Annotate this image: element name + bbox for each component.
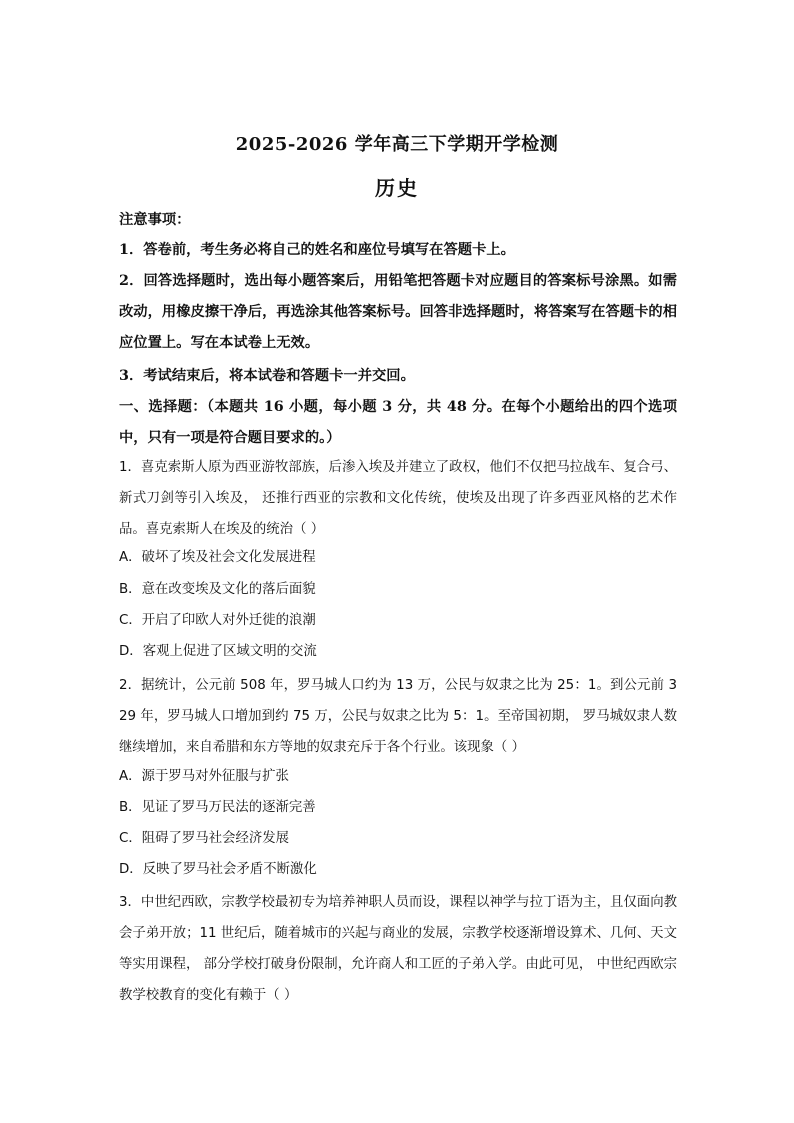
question-3-stem: 3．中世纪西欧，宗教学校最初专为培养神职人员而设，课程以神学与拉丁语为主，且仅面向教会子弟开放；11 世纪后，随着城市的兴起与商业的发展，宗教学校逐渐增设算术、几何、天文等实用课程， 部分学校打破身份限制，允许商人和工匠的子弟入学。由此可见， 中世纪西欧宗教学校教育的变化有赖于（ ） <box>119 895 677 1003</box>
subject-title: 历史 <box>375 176 419 200</box>
question-1-option-d: D．客观上促进了区域文明的交流 <box>119 644 317 659</box>
question-1-option-a: A．破坏了埃及社会文化发展进程 <box>119 550 316 565</box>
question-1-option-b: B．意在改变埃及文化的落后面貌 <box>119 582 316 597</box>
question-1-option-c: C．开启了印欧人对外迁徙的浪潮 <box>119 613 316 628</box>
question-1-stem: 1．喜克索斯人原为西亚游牧部族，后渗入埃及并建立了政权，他们不仅把马拉战车、复合弓、新式刀剑等引入埃及， 还推行西亚的宗教和文化传统，使埃及出现了许多西亚风格的艺术作品。喜克索斯人在埃及的统治（ ） <box>119 460 677 537</box>
notice-item-2: 2．回答选择题时，选出每小题答案后，用铅笔把答题卡对应题目的答案标号涂黑。如需改动，用橡皮擦干净后，再选涂其他答案标号。回答非选择题时，将答案写在答题卡的相应位置上。写在本试卷上无效。 <box>119 273 677 351</box>
notice-item-1: 1．答卷前，考生务必将自己的姓名和座位号填写在答题卡上。 <box>119 242 515 258</box>
question-2-option-d: D．反映了罗马社会矛盾不断激化 <box>119 862 317 877</box>
section-heading: 一、选择题：（本题共 16 小题，每小题 3 分，共 48 分。在每个小题给出的四个选项中，只有一项是符合题目要求的。） <box>119 399 677 446</box>
question-2-stem: 2．据统计，公元前 508 年，罗马城人口约为 13 万，公民与奴隶之比为 25：1。到公元前 329 年，罗马城人口增加到约 75 万，公民与奴隶之比为 5：1。至帝国初期， 罗马城奴隶人数继续增加，来自希腊和东方等地的奴隶充斥于各个行业。该现象（ ） <box>119 678 677 755</box>
notice-heading: 注意事项： <box>119 212 191 228</box>
notice-item-3: 3．考试结束后，将本试卷和答题卡一并交回。 <box>119 368 415 384</box>
question-2-option-b: B．见证了罗马万民法的逐渐完善 <box>119 800 316 815</box>
question-2-option-c: C．阻碍了罗马社会经济发展 <box>119 831 290 846</box>
exam-title: 2025-2026 学年高三下学期开学检测 <box>235 134 559 155</box>
question-2-option-a: A．源于罗马对外征服与扩张 <box>119 769 289 784</box>
